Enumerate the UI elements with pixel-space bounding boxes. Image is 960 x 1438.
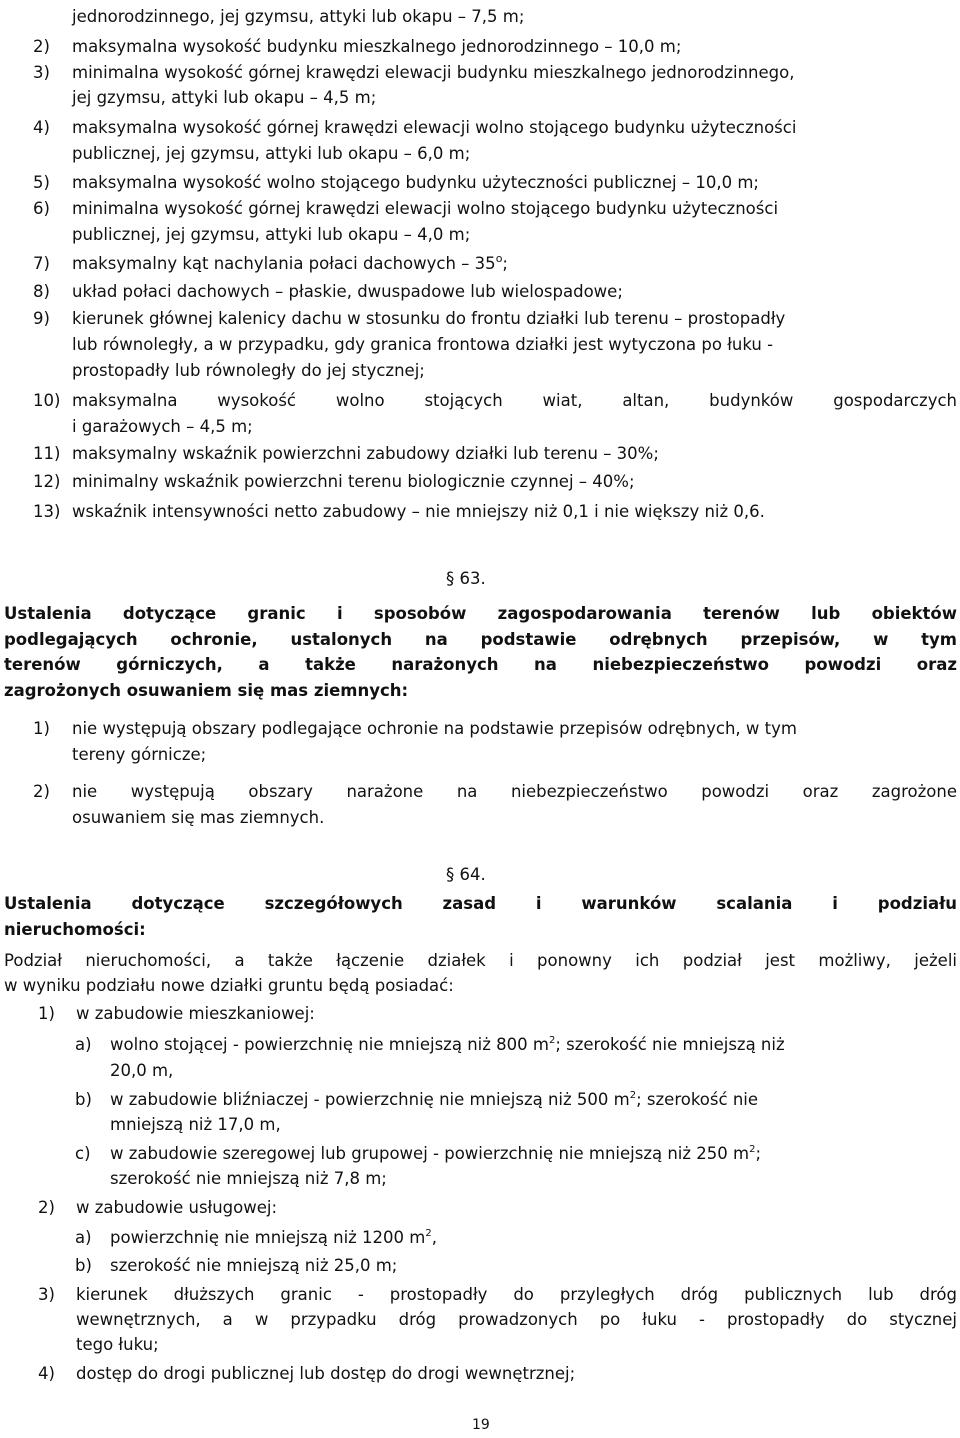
section-number: § 64. — [446, 865, 486, 884]
superscript: 2 — [629, 1090, 637, 1101]
list-item-text: minimalny wskaźnik powierzchni terenu biologicznie czynnej – 40%; — [72, 472, 635, 491]
sublist-item-text: 20,0 m, — [110, 1061, 174, 1080]
section-heading-line: Ustalenia dotyczące granic i sposobów zagospodarowania terenów lub obiektów — [4, 604, 957, 623]
list-item-text: wewnętrznych, a w przypadku dróg prowadzonych po łuku - prostopadły do stycznej — [76, 1310, 957, 1329]
list-item-text: jednorodzinnego, jej gzymsu, attyki lub okapu – 7,5 m; — [72, 7, 525, 26]
list-item-text: maksymalna wysokość wolno stojących wiat, altan, budynków gospodarczych — [72, 391, 957, 410]
sublist-item-text — [110, 1225, 437, 1251]
text-fragment: ; szerokość nie mniejszą niż — [555, 1035, 785, 1054]
list-item-number: 2) — [33, 37, 50, 56]
sublist-item-text — [110, 1141, 761, 1167]
list-item-text: w zabudowie mieszkaniowej: — [76, 1004, 315, 1023]
section-heading-line: podlegających ochronie, ustalonych na podstawie odrębnych przepisów, w tym — [4, 630, 957, 649]
sublist-item-text: szerokość nie mniejszą niż 7,8 m; — [110, 1169, 387, 1188]
list-item-number: 8) — [33, 282, 50, 301]
list-item-text: publicznej, jej gzymsu, attyki lub okapu – 6,0 m; — [72, 144, 471, 163]
text-fragment: w zabudowie bliźniaczej - powierzchnię nie mniejszą niż 500 m — [110, 1090, 630, 1109]
sublist-item-text: mniejszą niż 17,0 m, — [110, 1115, 281, 1134]
list-item-text — [72, 251, 508, 277]
list-item-text: i garażowych – 4,5 m; — [72, 417, 253, 436]
section-heading-line: Ustalenia dotyczące szczegółowych zasad i warunków scalania i podziału — [4, 894, 957, 913]
text-fragment: powierzchnię nie mniejszą niż 1200 m — [110, 1228, 426, 1247]
section-number: § 63. — [446, 569, 486, 588]
list-item-text: maksymalny wskaźnik powierzchni zabudowy działki lub terenu – 30%; — [72, 444, 659, 463]
list-item-text-part: maksymalny kąt nachylania połaci dachowych – 35 — [72, 254, 496, 273]
superscript: 2 — [425, 1228, 432, 1239]
sublist-item-letter: b) — [75, 1256, 92, 1275]
list-item-text-part: ; — [502, 254, 508, 273]
degree-sign: o — [495, 252, 503, 265]
list-item-text: tego łuku; — [76, 1335, 159, 1354]
list-item-text: wskaźnik intensywności netto zabudowy – nie mniejszy niż 0,1 i nie większy niż 0,6. — [72, 502, 765, 521]
list-item-number: 1) — [33, 719, 50, 738]
list-item-number: 4) — [33, 118, 50, 137]
paragraph-line: w wyniku podziału nowe działki gruntu będą posiadać: — [4, 976, 454, 995]
sublist-item-letter: a) — [75, 1035, 92, 1054]
list-item-text: dostęp do drogi publicznej lub dostęp do drogi wewnętrznej; — [76, 1364, 576, 1383]
list-item-text: publicznej, jej gzymsu, attyki lub okapu – 4,0 m; — [72, 225, 471, 244]
page-number: 19 — [472, 1417, 490, 1433]
list-item-number: 6) — [33, 199, 50, 218]
text-fragment: ; — [755, 1144, 762, 1163]
list-item-number: 10) — [33, 391, 61, 410]
paragraph-line: Podział nieruchomości, a także łączenie działek i ponowny ich podział jest możliwy, jeżeli — [4, 951, 957, 970]
list-item-text: jej gzymsu, attyki lub okapu – 4,5 m; — [72, 88, 377, 107]
list-item-text: kierunek dłuższych granic - prostopadły do przyległych dróg publicznych lub dróg — [76, 1285, 957, 1304]
superscript: 2 — [548, 1035, 556, 1046]
list-item-number: 2) — [38, 1198, 55, 1217]
text-fragment: ; szerokość nie — [636, 1090, 759, 1109]
list-item-text: lub równoległy, a w przypadku, gdy granica frontowa działki jest wytyczona po łuku - — [72, 335, 774, 354]
list-item-text: prostopadły lub równoległy do jej stycznej; — [72, 361, 425, 380]
list-item-text: tereny górnicze; — [72, 745, 207, 764]
sublist-item-letter: a) — [75, 1228, 92, 1247]
list-item-number: 4) — [38, 1364, 55, 1383]
text-fragment: wolno stojącej - powierzchnię nie mniejszą niż 800 m — [110, 1035, 549, 1054]
section-heading-line: zagrożonych osuwaniem się mas ziemnych: — [4, 681, 409, 700]
list-item-text: nie występują obszary podlegające ochronie na podstawie przepisów odrębnych, w tym — [72, 719, 797, 738]
list-item-text: maksymalna wysokość górnej krawędzi elewacji wolno stojącego budynku użyteczności — [72, 118, 797, 137]
list-item-text: osuwaniem się mas ziemnych. — [72, 808, 325, 827]
list-item-number: 3) — [33, 63, 50, 82]
text-fragment: , — [431, 1228, 437, 1247]
list-item-text: minimalna wysokość górnej krawędzi elewacji budynku mieszkalnego jednorodzinnego, — [72, 63, 795, 82]
list-item-number: 7) — [33, 254, 50, 273]
list-item-text: minimalna wysokość górnej krawędzi elewacji wolno stojącego budynku użyteczności — [72, 199, 779, 218]
list-item-text: maksymalna wysokość budynku mieszkalnego jednorodzinnego – 10,0 m; — [72, 37, 682, 56]
text-part — [110, 1032, 785, 1058]
list-item-number: 5) — [33, 173, 50, 192]
list-item-number: 12) — [33, 472, 61, 491]
sublist-item-letter: b) — [75, 1090, 92, 1109]
sublist-item-text — [110, 1032, 957, 1058]
list-item-text: nie występują obszary narażone na niebezpieczeństwo powodzi oraz zagrożone — [72, 782, 957, 801]
list-item-text: w zabudowie usługowej: — [76, 1198, 278, 1217]
list-item-text: kierunek głównej kalenicy dachu w stosunku do frontu działki lub terenu – prostopadły — [72, 309, 786, 328]
list-item-text: układ połaci dachowych – płaskie, dwuspadowe lub wielospadowe; — [72, 282, 623, 301]
section-heading-line: terenów górniczych, a także narażonych na niebezpieczeństwo powodzi oraz — [4, 655, 957, 674]
sublist-item-letter: c) — [75, 1144, 91, 1163]
list-item-number: 13) — [33, 502, 61, 521]
superscript: 2 — [749, 1144, 756, 1155]
section-heading-line: nieruchomości: — [4, 920, 146, 939]
sublist-item-text — [110, 1087, 758, 1113]
list-item-number: 2) — [33, 782, 50, 801]
list-item-text: maksymalna wysokość wolno stojącego budynku użyteczności publicznej – 10,0 m; — [72, 173, 759, 192]
list-item-number: 11) — [33, 444, 61, 463]
text-fragment: w zabudowie szeregowej lub grupowej - powierzchnię nie mniejszą niż 250 m — [110, 1144, 750, 1163]
sublist-item-text: szerokość nie mniejszą niż 25,0 m; — [110, 1256, 398, 1275]
list-item-number: 3) — [38, 1285, 55, 1304]
list-item-number: 9) — [33, 309, 50, 328]
list-item-number: 1) — [38, 1004, 55, 1023]
